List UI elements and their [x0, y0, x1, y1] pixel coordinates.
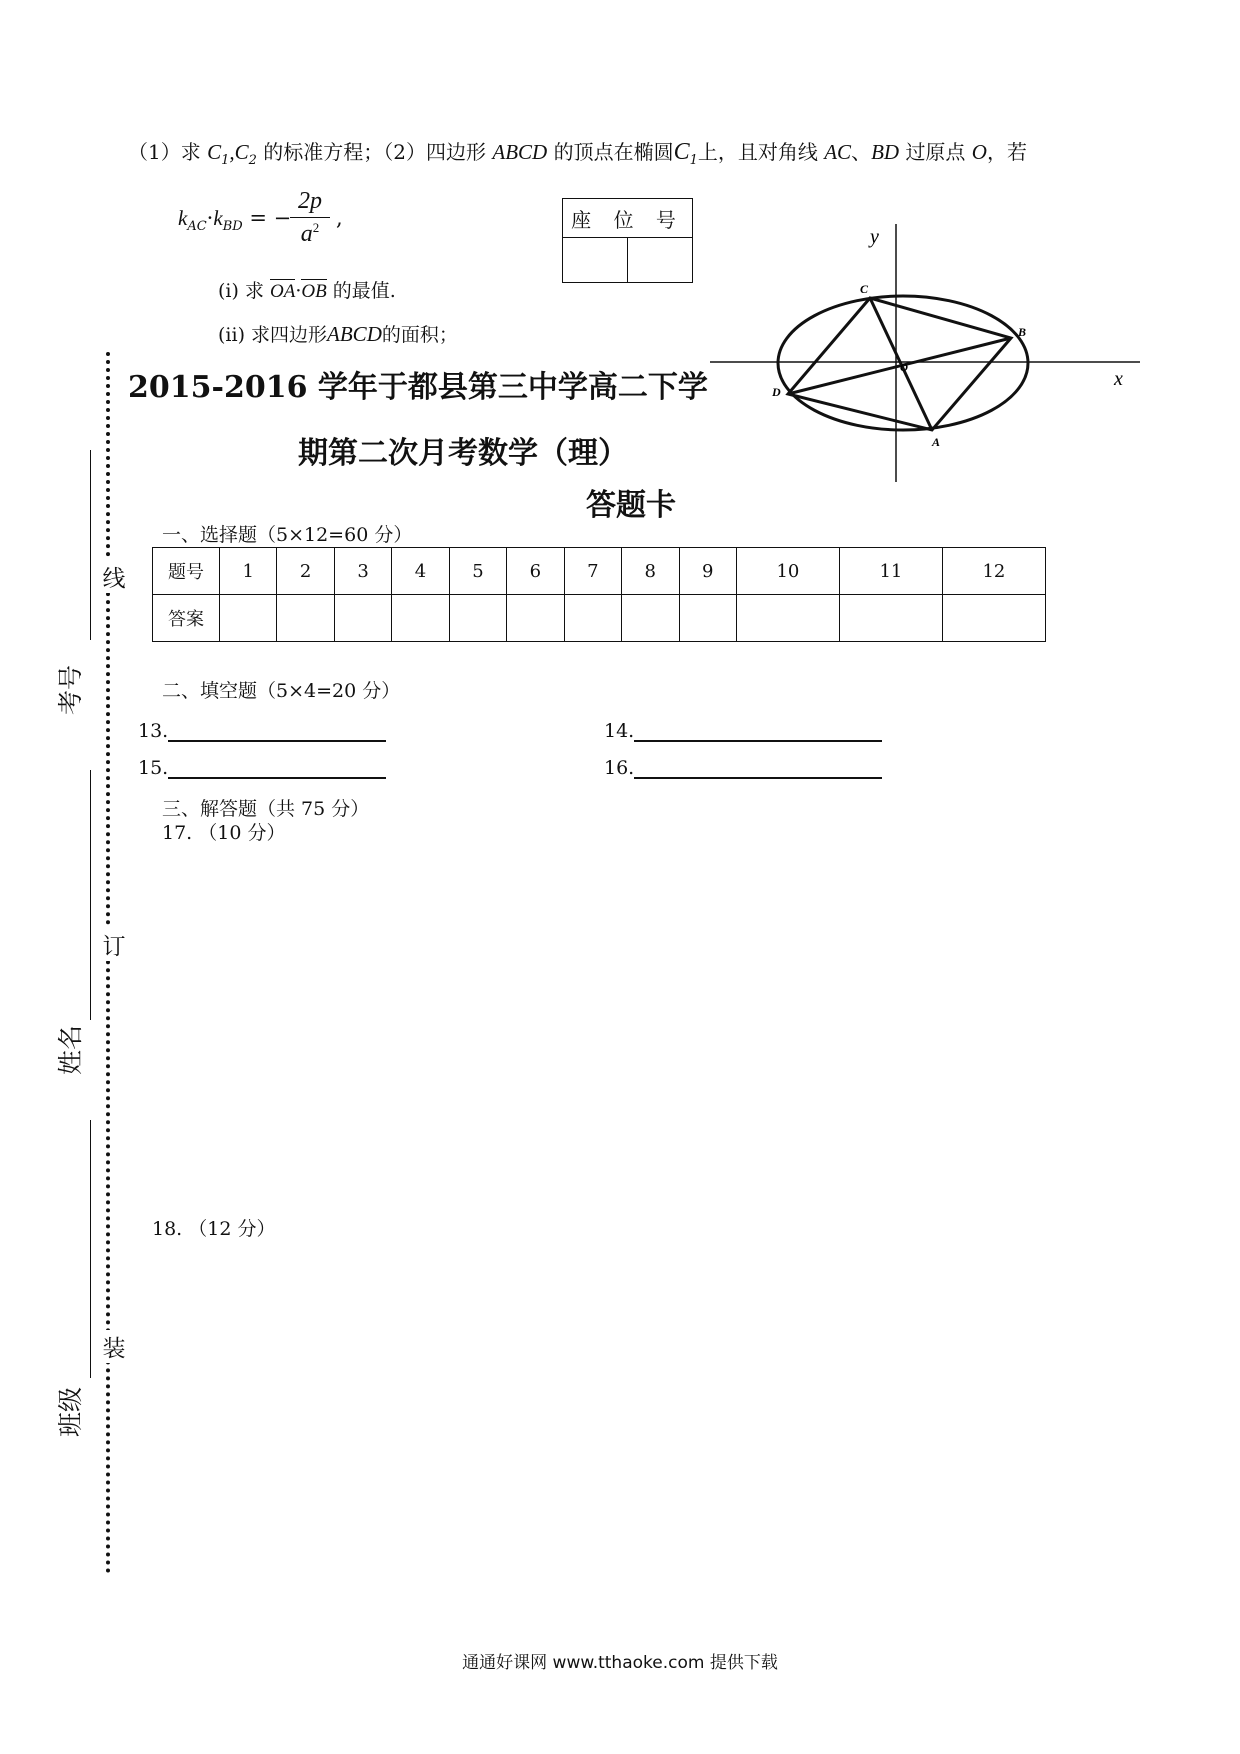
cond-comma: ,: [336, 206, 343, 230]
binding-mark-ding: 订: [100, 928, 128, 961]
binding-mark-line: 线: [100, 560, 128, 593]
blank-16-line[interactable]: [634, 757, 882, 779]
q-part1-prefix: （1）求: [128, 140, 201, 164]
vec-oa: OA: [270, 281, 296, 302]
blank-13-line[interactable]: [168, 720, 386, 742]
question-number-cell: 9: [679, 548, 736, 595]
blank-14-label: 14.: [604, 720, 635, 742]
answer-cell[interactable]: [622, 595, 679, 642]
point-b-label: B: [1018, 325, 1027, 339]
point-a-label: A: [932, 435, 941, 449]
section1-heading: 一、选择题（5×12=60 分）: [162, 524, 413, 546]
q-comma: ,: [229, 140, 235, 164]
q-c1-sub: 1: [221, 153, 230, 168]
sub-question-i: [218, 276, 396, 303]
answer-cell[interactable]: [220, 595, 277, 642]
q-ac: AC: [824, 140, 852, 164]
question-number-cell: 4: [392, 548, 449, 595]
seat-number-cell-1[interactable]: [563, 238, 628, 283]
q-c2: C: [234, 140, 249, 164]
q-part2-mid3: 过原点: [905, 140, 966, 164]
q-c2-sub: 2: [248, 153, 257, 168]
axis-x-text: x: [1114, 368, 1123, 390]
blank-13-label: 13.: [138, 720, 169, 742]
blank-15-label: 15.: [138, 757, 169, 779]
title-line-1: 2015-2016 学年于都县第三中学高二下学: [128, 370, 708, 405]
vec-dot: ·: [295, 280, 302, 302]
answer-cell[interactable]: [564, 595, 621, 642]
cond-equals: = −: [242, 206, 292, 230]
q-part1-suffix: 的标准方程；（2）四边形: [263, 140, 487, 164]
cond-k2: k: [213, 206, 223, 230]
seat-number-cell-2[interactable]: [628, 238, 693, 283]
answer-cell[interactable]: [449, 595, 506, 642]
question-number-cell: 8: [622, 548, 679, 595]
slope-condition: [178, 188, 378, 258]
q-part2-mid2: 上，且对角线: [697, 140, 818, 164]
class-label: 班级: [56, 1386, 86, 1438]
q-part2-mid: 的顶点在椭圆: [553, 140, 674, 164]
question-number-cell: 6: [507, 548, 564, 595]
cond-k-sub-ac: AC: [187, 219, 207, 235]
question-number-cell: 2: [277, 548, 334, 595]
q-ellipse-c: C: [673, 139, 690, 165]
question-number-cell: 1: [220, 548, 277, 595]
cond-k-sub-bd: BD: [222, 219, 243, 235]
point-d-label: D: [772, 385, 781, 399]
axis-y-text: y: [870, 226, 879, 248]
sub-question-ii: [218, 320, 458, 347]
row-label-number: 题号: [153, 548, 220, 595]
question-18-label: 18. （12 分）: [152, 1218, 276, 1240]
sub-ii-abcd: ABCD: [327, 322, 382, 346]
class-line[interactable]: [90, 1120, 91, 1378]
cond-numerator: 2p: [298, 188, 322, 214]
blank-16-label: 16.: [604, 757, 635, 779]
q-abcd: ABCD: [492, 140, 548, 164]
answer-area-18[interactable]: [152, 1246, 1046, 1626]
q-ellipse-sub: 1: [689, 153, 698, 168]
seat-number-label: 座 位 号: [563, 199, 693, 238]
question-number-cell: 5: [449, 548, 506, 595]
q-part2-end: ，若: [986, 140, 1027, 164]
question-17-label: 17. （10 分）: [162, 822, 286, 844]
binding-mark-zhuang: 装: [100, 1330, 128, 1363]
exam-number-label: 考号: [56, 664, 86, 716]
q-c1: C: [207, 140, 222, 164]
answer-cell[interactable]: [507, 595, 564, 642]
sub-ii-prefix: (ii) 求四边形: [218, 324, 328, 346]
vec-ob: OB: [301, 281, 327, 302]
title-line-2: 期第二次月考数学（理）: [298, 436, 628, 471]
blank-13: [138, 720, 386, 742]
blank-16: [604, 757, 882, 779]
footer-source: 通通好课网 www.tthaoke.com 提供下载: [462, 1653, 778, 1673]
cond-fraction: [290, 188, 330, 248]
answer-cell[interactable]: [277, 595, 334, 642]
cond-denominator: a: [300, 221, 313, 247]
answer-cell[interactable]: [736, 595, 839, 642]
question-number-cell: 3: [334, 548, 391, 595]
cond-k: k: [178, 206, 188, 230]
question-part-line: [128, 136, 1027, 168]
question-number-cell: 12: [942, 548, 1045, 595]
answer-cell[interactable]: [679, 595, 736, 642]
question-number-cell: 7: [564, 548, 621, 595]
sub-i-prefix: (i) 求: [218, 280, 264, 302]
q-bd: BD: [871, 140, 900, 164]
blank-15-line[interactable]: [168, 757, 386, 779]
section2-heading: 二、填空题（5×4=20 分）: [162, 680, 401, 702]
cond-den-sup: 2: [312, 220, 320, 235]
answer-cell[interactable]: [334, 595, 391, 642]
blank-14: [604, 720, 882, 742]
title-line-3: 答题卡: [586, 488, 676, 523]
q-dun: 、: [851, 140, 872, 164]
name-line[interactable]: [90, 770, 91, 1020]
answer-area-17[interactable]: [152, 850, 1046, 1200]
point-c-label: C: [860, 282, 869, 296]
seat-number-box: [562, 198, 693, 283]
blank-14-line[interactable]: [634, 720, 882, 742]
ellipse-figure: [700, 210, 1150, 490]
row-label-answer: 答案: [153, 595, 220, 642]
blank-15: [138, 757, 386, 779]
question-number-cell: 10: [736, 548, 839, 595]
sub-i-suffix: 的最值.: [332, 280, 396, 302]
table-row-numbers: [153, 548, 1046, 595]
q-o: O: [971, 140, 987, 164]
name-label: 姓名: [56, 1024, 86, 1076]
section3-heading: 三、解答题（共 75 分）: [162, 798, 370, 820]
answer-cell[interactable]: [839, 595, 942, 642]
binding-dotted-line: [106, 352, 110, 1574]
question-number-cell: 11: [839, 548, 942, 595]
table-row-answers: [153, 595, 1046, 642]
answer-cell[interactable]: [392, 595, 449, 642]
sub-ii-suffix: 的面积；: [381, 324, 458, 346]
answer-cell[interactable]: [942, 595, 1045, 642]
cond-dot: ·: [206, 206, 214, 230]
exam-number-line[interactable]: [90, 450, 91, 640]
choice-answer-table: [152, 547, 1046, 642]
origin-o-label: O: [900, 362, 908, 374]
